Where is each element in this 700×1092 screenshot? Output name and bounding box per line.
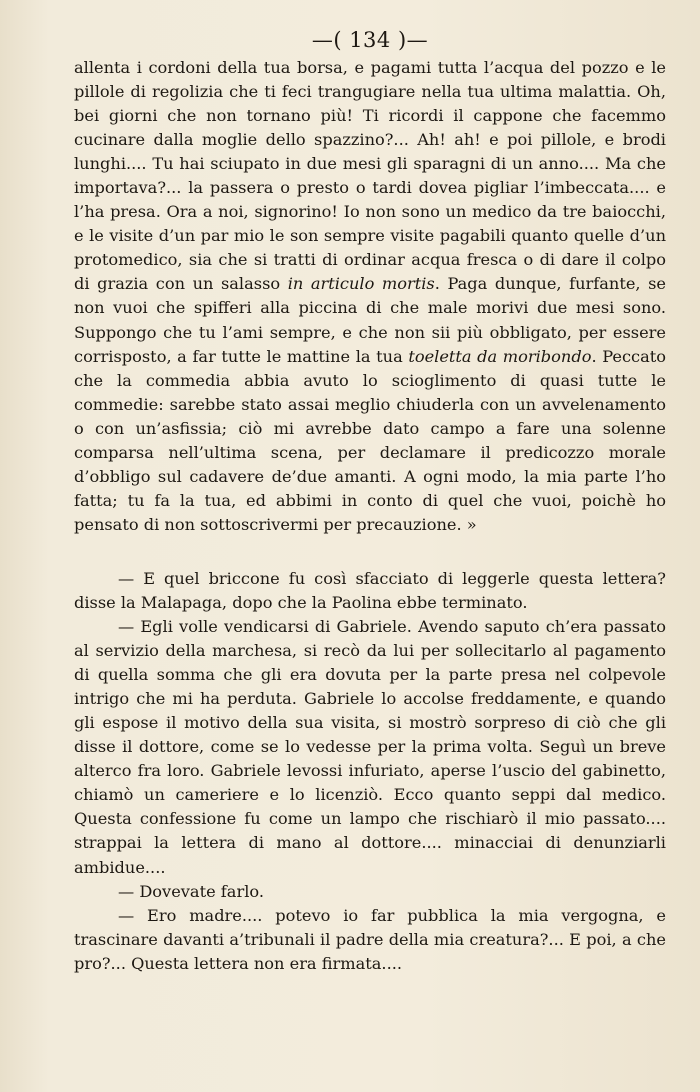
text-span: — Ero madre.... potevo io far pubblica la mia vergogna, e trascinare davanti a’tribunali il padre della mia creatura?... E poi, a che pro?... Questa lettera non era firmata.... bbox=[74, 905, 666, 973]
page-text bbox=[74, 56, 666, 976]
text-span: . Peccato che la commedia abbia avuto lo scioglimento di quasi tutte le commedie: sarebbe stato assai meglio chiuderla con un avvelenamento o con un’asfissia; ciò mi avrebbe dato campo a fare una solenne comparsa nell’ultima scena, per declamare il predicozzo morale d’obbligo sul cadavere de’due amanti. A ogni modo, la mia parte l’ho fatta; tu fa la tua, ed abbimi in conto di quel che vuoi, poichè ho pensato di non sottoscrivermi per precauzione. » bbox=[74, 346, 666, 534]
dialog-paragraph bbox=[74, 567, 666, 615]
page-number: —( 134 )— bbox=[311, 28, 429, 52]
text-span: — Egli volle vendicarsi di Gabriele. Avendo saputo ch’era passato al servizio della marchesa, si recò da lui per sollecitarlo al pagamento di quella somma che gli era dovuta per la parte presa nel colpevole intrigo che mi ha perduta. Gabriele lo accolse freddamente, e quando gli espose il motivo della sua visita, si mostrò sorpreso di ciò che gli disse il dottore, come se lo vedesse per la prima volta. Seguì un breve alterco fra loro. Gabriele levossi infuriato, aperse l’uscio del gabinetto, chiamò un cameriere e lo licenziò. Ecco quanto seppi dal medico. Questa confessione fu come un lampo che rischiarò il mio passato.... strappai la lettera di mano al dottore.... minacciai di denunziarli ambidue.... bbox=[74, 617, 666, 877]
letter-paragraph bbox=[74, 56, 666, 537]
text-span: — Dovevate farlo. bbox=[118, 881, 264, 901]
section-gap bbox=[74, 537, 666, 567]
text-span: — E quel briccone fu così sfacciato di leggerle questa lettera? disse la Malapaga, dopo che la Paolina ebbe terminato. bbox=[74, 568, 666, 612]
dialog-paragraph bbox=[74, 880, 666, 904]
dialog-paragraph bbox=[74, 615, 666, 880]
text-span: . Paga dunque, furfante, se non vuoi che spifferi alla piccina di che male morivi due mesi sono. Suppongo che tu l’ami sempre, e che non sii più obbligato, per essere corrisposto, a far tutte le mattine la tua bbox=[74, 274, 667, 366]
text-span: allenta i cordoni della tua borsa, e pagami tutta l’acqua del pozzo e le pillole di regolizia che ti feci trangugiare nella tua ultima malattia. Oh, bei giorni che non tornano più! Ti ricordi il cappone che facemmo cucinare dalla moglie dello spazzino?... Ah! ah! e poi pillole, e brodi lunghi.... Tu hai sciupato in due mesi gli sparagni di un anno.... Ma che importava?... la passera o presto o tardi dovea pigliar l’imbeccata.... e l’ha presa. Ora a noi, signorino! Io non sono un medico da tre baiocchi, e le visite d’un par mio le son sempre visite pagabili quanto quelle d’un protomedico, sia che si tratti di ordinar acqua fresca o di dare il colpo di grazia con un salasso bbox=[74, 58, 666, 294]
italic-phrase: in articulo mortis bbox=[287, 274, 435, 294]
dialog-paragraph bbox=[74, 904, 666, 976]
italic-phrase: toeletta da moribondo bbox=[408, 346, 592, 366]
